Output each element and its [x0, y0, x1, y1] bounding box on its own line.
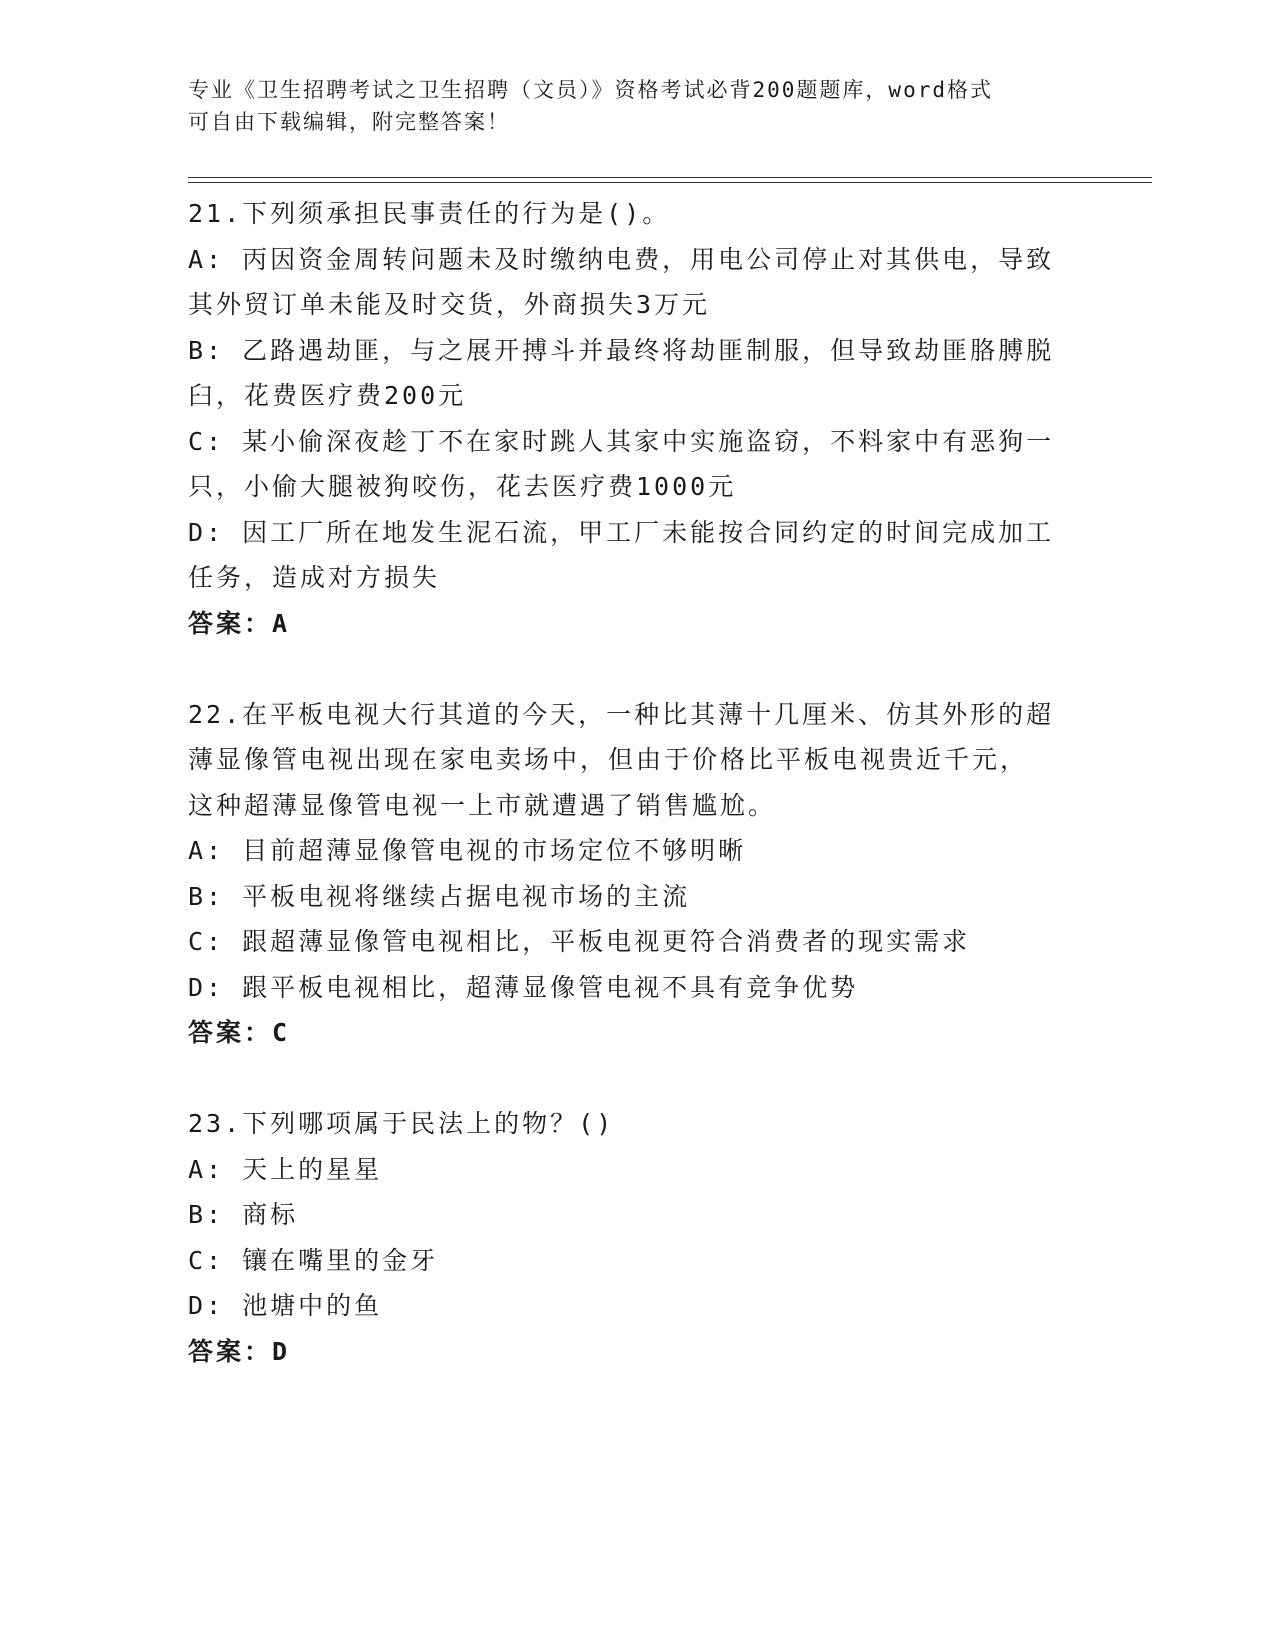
- option-a-line: A: 天上的星星: [188, 1154, 383, 1184]
- answer-line: 答案：C: [188, 1018, 291, 1047]
- question-21: [188, 191, 1088, 646]
- question-22: [188, 692, 1088, 1056]
- question-23: [188, 1101, 1088, 1374]
- option-c-line: C: 镶在嘴里的金牙: [188, 1245, 439, 1275]
- question-stem-line: 21.下列须承担民事责任的行为是()。: [188, 199, 671, 228]
- option-d-line: D: 因工厂所在地发生泥石流，甲工厂未能按合同约定的时间完成加工: [188, 517, 1055, 547]
- option-c-line: 只，小偷大腿被狗咬伤，花去医疗费1000元: [188, 472, 737, 501]
- option-c-line: C: 某小偷深夜趁丁不在家时跳人其家中实施盗窃，不料家中有恶狗一: [188, 426, 1055, 456]
- option-a-line: 其外贸订单未能及时交货，外商损失3万元: [188, 290, 711, 319]
- header-divider-bottom: [188, 182, 1152, 183]
- option-b-line: B: 商标: [188, 1200, 299, 1229]
- option-b-line: 臼，花费医疗费200元: [188, 381, 467, 410]
- answer-line: 答案：D: [188, 1336, 291, 1366]
- question-stem-line: 22.在平板电视大行其道的今天，一种比其薄十几厘米、仿其外形的超: [188, 699, 1055, 729]
- option-d-line: 任务，造成对方损失: [188, 563, 441, 592]
- header-line-2: 可自由下载编辑，附完整答案！: [188, 110, 510, 134]
- answer-line: 答案：A: [188, 608, 291, 638]
- question-list: [188, 191, 1088, 1420]
- question-stem-line: 23.下列哪项属于民法上的物？(): [188, 1109, 615, 1138]
- question-stem-line: 薄显像管电视出现在家电卖场中，但由于价格比平板电视贵近千元，: [188, 745, 1029, 774]
- question-stem-line: 这种超薄显像管电视一上市就遭遇了销售尴尬。: [188, 790, 777, 820]
- option-a-line: A: 丙因资金周转问题未及时缴纳电费，用电公司停止对其供电，导致: [188, 244, 1055, 274]
- option-d-line: D: 跟平板电视相比，超薄显像管电视不具有竞争优势: [188, 972, 859, 1002]
- option-d-line: D: 池塘中的鱼: [188, 1291, 383, 1320]
- option-c-line: C: 跟超薄显像管电视相比，平板电视更符合消费者的现实需求: [188, 927, 971, 956]
- document-header: [188, 74, 1068, 138]
- option-b-line: B: 平板电视将继续占据电视市场的主流: [188, 881, 691, 911]
- option-a-line: A: 目前超薄显像管电视的市场定位不够明晰: [188, 836, 747, 865]
- header-line-1: 专业《卫生招聘考试之卫生招聘（文员）》资格考试必背200题题库，word格式: [188, 78, 993, 102]
- header-divider-top: [188, 177, 1152, 178]
- option-b-line: B: 乙路遇劫匪，与之展开搏斗并最终将劫匪制服，但导致劫匪胳膊脱: [188, 335, 1055, 365]
